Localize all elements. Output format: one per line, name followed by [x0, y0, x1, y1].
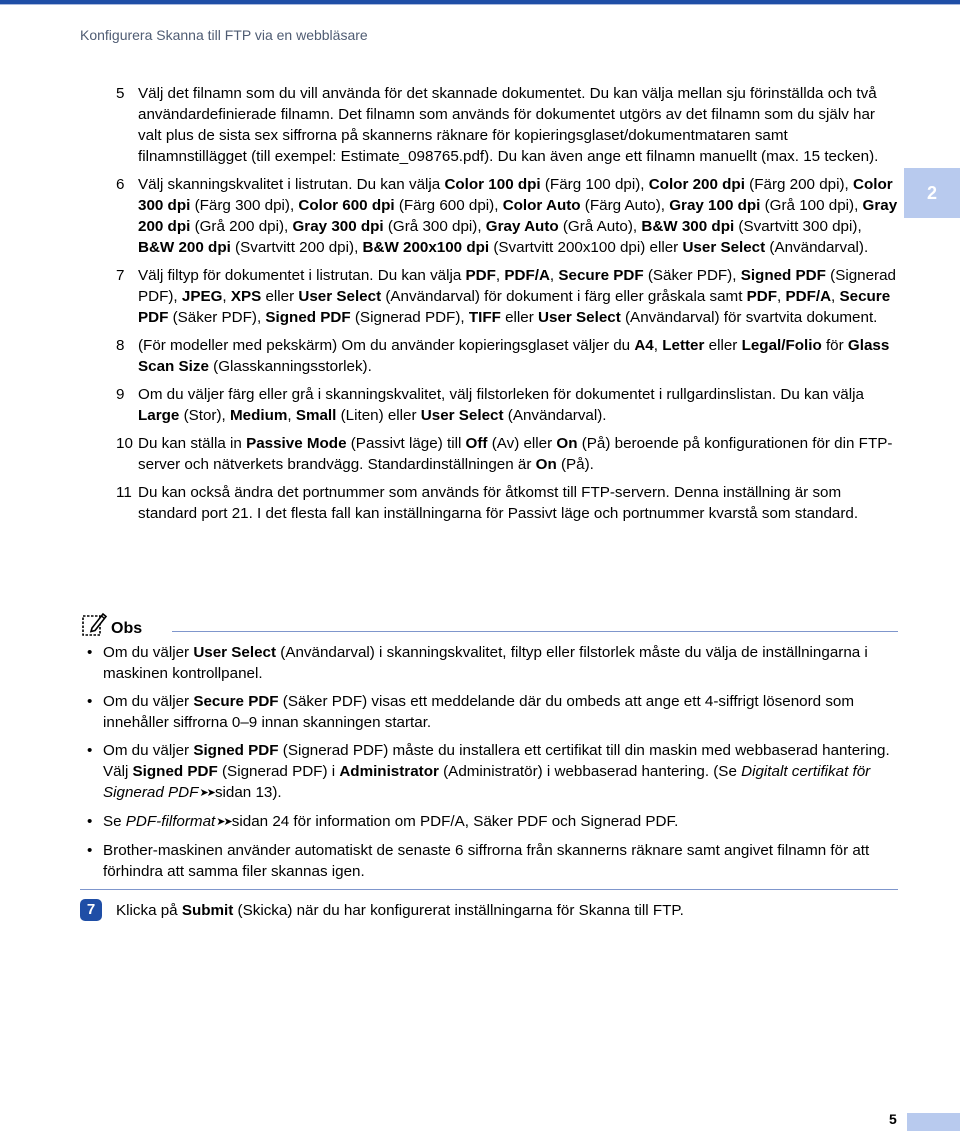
bold-term: Color Auto [502, 197, 581, 214]
bold-term: Submit [181, 902, 234, 919]
text-run: (Grå 300 dpi), [383, 218, 486, 235]
text-run: (Färg 600 dpi), [394, 197, 503, 214]
bold-term: Signed PDF [132, 763, 218, 780]
final-step-text [116, 900, 684, 922]
text-run: (Svartvitt 200 dpi), [230, 239, 363, 256]
text-run: , [287, 407, 296, 424]
text-run: (Användarval) för svartvita dokument. [620, 309, 878, 326]
bold-term: B&W 200 dpi [138, 239, 231, 256]
step-item [116, 174, 900, 258]
bold-term: Legal/Folio [741, 337, 822, 354]
text-run: (Användarval) för dokument i färg eller gråskala samt [381, 288, 747, 305]
bold-term: PDF [746, 288, 778, 305]
step-badge: 7 [80, 899, 102, 921]
text-run: (Skicka) när du har konfigurerat inställningarna för Skanna till FTP. [233, 902, 684, 919]
bold-term: On [556, 435, 578, 452]
bold-term: Administrator [339, 763, 439, 780]
see-arrow-icon: ➤➤ [198, 787, 215, 799]
italic-reference: PDF-filformat [125, 813, 216, 830]
bold-term: Passive Mode [246, 435, 347, 452]
note-bullet-item [80, 740, 898, 804]
text-run: sidan 13). [214, 784, 282, 801]
note-box [80, 612, 898, 890]
text-run: Välj filtyp för dokumentet i listrutan. Du kan välja [138, 267, 466, 284]
step-text [138, 265, 900, 328]
text-run: (Signerad PDF) i [217, 763, 340, 780]
text-run: (Signerad PDF), [138, 267, 896, 305]
bold-term: PDF/A [785, 288, 832, 305]
bold-term: JPEG [181, 288, 223, 305]
bold-term: Color 100 dpi [444, 176, 541, 193]
step-text [138, 83, 900, 167]
bold-term: Medium [230, 407, 288, 424]
text-run: Du kan också ändra det portnummer som används för åtkomst till FTP-servern. Denna inställning är som standard port 21. I det flesta fall kan inställningarna för Passivt läge och portnummer kvarstå som standard. [138, 484, 859, 522]
text-run: (Användarval) i skanningskvalitet, filtyp eller filstorlek måste du välja de inställningarna i maskinen kontrollpanel. [103, 644, 868, 682]
bold-term: Color 300 dpi [138, 176, 893, 214]
step-number: 7 [116, 267, 125, 284]
bold-term: Off [465, 435, 488, 452]
text-run: (För modeller med pekskärm) Om du använder kopieringsglaset väljer du [138, 337, 635, 354]
step-number: 5 [116, 85, 125, 102]
bold-term: Small [295, 407, 337, 424]
step-item [116, 433, 900, 475]
bold-term: User Select [538, 309, 621, 326]
text-run: (Administratör) i webbaserad hantering. (Se [438, 763, 742, 780]
text-run: (Säker PDF), [168, 309, 266, 326]
text-run: Om du väljer färg eller grå i skanningskvalitet, välj filstorleken för dokumentet i rullgardinslistan. Du kan välja [138, 386, 864, 403]
bold-term: TIFF [468, 309, 501, 326]
text-run: (Färg 100 dpi), [540, 176, 649, 193]
step-text [138, 384, 900, 426]
text-run: , [549, 267, 559, 284]
step-item [116, 335, 900, 377]
bold-term: User Select [420, 407, 504, 424]
bold-term: B&W 200x100 dpi [362, 239, 490, 256]
chapter-tab: 2 [904, 168, 960, 218]
step-text [138, 335, 900, 377]
step-number: 6 [116, 176, 125, 193]
text-run: Välj det filnamn som du vill använda för det skannade dokumentet. Du kan välja mellan sju förinställda och två användardefinierade filnamn. Det filnamn som används för dokumentet utgörs av det filnamn som du själv har valt plus de sista sex siffrorna på skannerns räknare för kopieringsglaset/dokumentmataren samt filnamnstillägget (till exempel: Estimate_098765.pdf). Du kan även ange ett filnamn manuellt (max. 15 tecken). [138, 85, 879, 165]
bold-term: Gray 200 dpi [138, 197, 898, 235]
text-run: (Grå 200 dpi), [190, 218, 293, 235]
bold-term: Gray Auto [485, 218, 559, 235]
bold-term: Glass Scan Size [138, 337, 890, 375]
text-run: , [653, 337, 663, 354]
text-run: (Färg 300 dpi), [190, 197, 299, 214]
bullet-dot-icon: • [87, 813, 93, 830]
text-run: (På) beroende på konfigurationen för din FTP-server och nätverkets brandvägg. Standardinställningen är [138, 435, 893, 473]
bold-term: User Select [298, 288, 382, 305]
step-text [138, 433, 900, 475]
text-run: (Grå 100 dpi), [760, 197, 863, 214]
bold-term: Signed PDF [265, 309, 351, 326]
text-run: (Passivt läge) till [346, 435, 466, 452]
text-run: Om du väljer [103, 742, 194, 759]
bold-term: Gray 100 dpi [669, 197, 761, 214]
step-item [116, 384, 900, 426]
bold-term: Secure PDF [138, 288, 891, 326]
text-run: (Stor), [179, 407, 230, 424]
text-run: (Liten) eller [336, 407, 421, 424]
bullet-dot-icon: • [87, 842, 93, 859]
page-number: 5 [889, 1111, 897, 1127]
text-run: (Säker PDF) visas ett meddelande där du ombeds att ange ett 4-siffrigt lösenord som innehåller siffrorna 0–9 innan skanningen startar. [103, 693, 855, 731]
text-run: (Användarval). [765, 239, 869, 256]
step-item [116, 482, 900, 524]
text-run: , [777, 288, 786, 305]
text-run: (Färg Auto), [580, 197, 670, 214]
pencil-note-icon [80, 610, 108, 638]
italic-reference: Digitalt certifikat för Signerad PDF [103, 763, 871, 801]
note-bottom-rule [80, 889, 898, 890]
bold-term: User Select [193, 644, 277, 661]
text-run: , [222, 288, 231, 305]
bullet-dot-icon: • [87, 644, 93, 661]
bold-term: A4 [634, 337, 654, 354]
step-number: 9 [116, 386, 125, 403]
text-run: för [821, 337, 848, 354]
text-run: (Av) eller [487, 435, 557, 452]
text-run: (Signerad PDF), [350, 309, 469, 326]
bold-term: Letter [662, 337, 705, 354]
note-bullet-item [80, 642, 898, 684]
text-run: , [495, 267, 505, 284]
text-run: , [831, 288, 840, 305]
text-run: eller [704, 337, 742, 354]
text-run: Brother-maskinen använder automatiskt de senaste 6 siffrorna från skannerns räknare samt angivet filnamn för att förhindra att samma filer skannas igen. [103, 842, 870, 880]
bold-term: PDF/A [504, 267, 550, 284]
text-run: (Glasskanningsstorlek). [208, 358, 372, 375]
see-arrow-icon: ➤➤ [215, 816, 232, 828]
bold-term: PDF [465, 267, 496, 284]
text-run: (Grå Auto), [558, 218, 642, 235]
bold-term: Gray 300 dpi [292, 218, 384, 235]
bullet-dot-icon: • [87, 693, 93, 710]
note-bullet-item [80, 840, 898, 882]
note-title: Obs [111, 620, 143, 637]
step-number: 8 [116, 337, 125, 354]
page-header: Konfigurera Skanna till FTP via en webbläsare [80, 27, 368, 43]
note-bullet-item [80, 691, 898, 733]
note-header [80, 612, 898, 638]
text-run: (Användarval). [503, 407, 607, 424]
page-tab [907, 1113, 960, 1131]
text-run: (På). [556, 456, 594, 473]
step-item [116, 83, 900, 167]
bold-term: Large [138, 407, 180, 424]
step-item [116, 265, 900, 328]
note-top-rule [172, 631, 898, 632]
text-run: Välj skanningskvalitet i listrutan. Du kan välja [138, 176, 445, 193]
bold-term: User Select [682, 239, 766, 256]
text-run: (Svartvitt 200x100 dpi) eller [489, 239, 683, 256]
bold-term: Color 600 dpi [298, 197, 395, 214]
step-number: 11 [116, 484, 132, 501]
text-run: eller [500, 309, 539, 326]
bold-term: Signed PDF [740, 267, 826, 284]
bold-term: Secure PDF [558, 267, 644, 284]
text-run: (Färg 200 dpi), [744, 176, 853, 193]
steps-list [116, 83, 900, 531]
bold-term: Secure PDF [193, 693, 279, 710]
text-run: (Svartvitt 300 dpi), [734, 218, 862, 235]
note-bullets [80, 642, 898, 882]
bold-term: On [535, 456, 557, 473]
bold-term: B&W 300 dpi [641, 218, 735, 235]
top-accent-line [0, 4, 960, 5]
text-run: Du kan ställa in [138, 435, 247, 452]
text-run: (Signerad PDF) måste du installera ett certifikat till din maskin med webbaserad hantering. Välj [103, 742, 890, 780]
text-run: Se [103, 813, 126, 830]
bold-term: XPS [230, 288, 262, 305]
step-number: 10 [116, 435, 133, 452]
step-text [138, 174, 900, 258]
bullet-dot-icon: • [87, 742, 93, 759]
bold-term: Color 200 dpi [648, 176, 745, 193]
text-run: Om du väljer [103, 693, 194, 710]
text-run: (Säker PDF), [643, 267, 741, 284]
text-run: Klicka på [116, 902, 182, 919]
step-text [138, 482, 900, 524]
text-run: Om du väljer [103, 644, 194, 661]
text-run: sidan 24 för information om PDF/A, Säker PDF och Signerad PDF. [231, 813, 679, 830]
text-run: eller [261, 288, 299, 305]
bold-term: Signed PDF [193, 742, 279, 759]
note-bullet-item [80, 811, 898, 833]
